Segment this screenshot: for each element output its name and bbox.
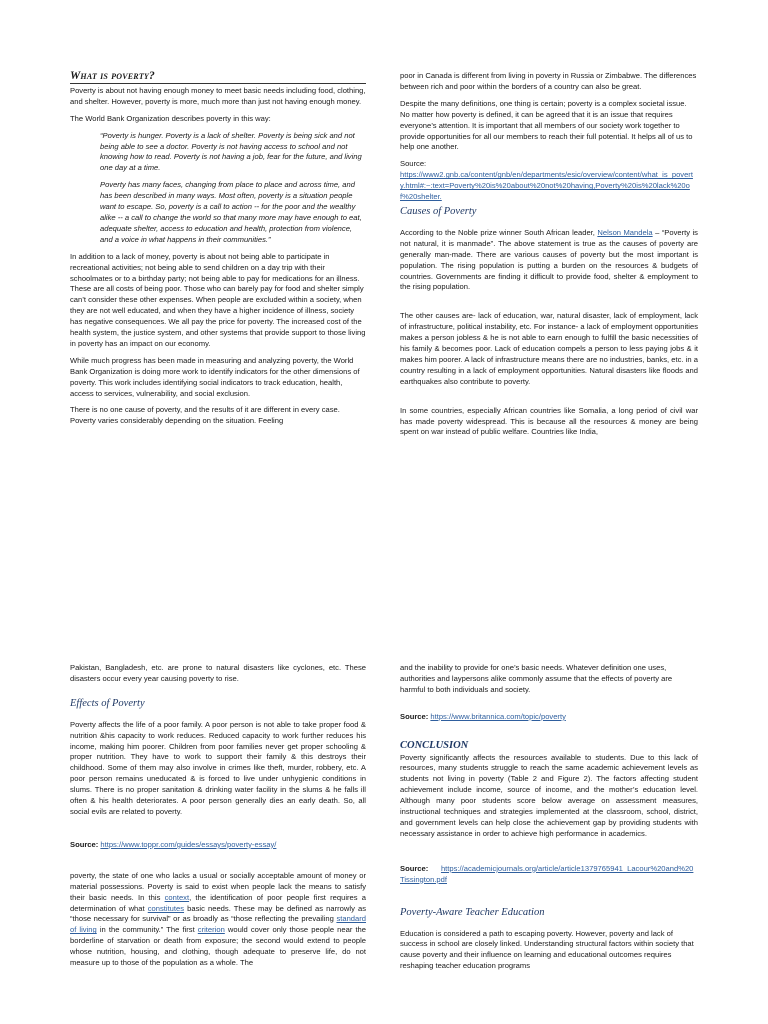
paragraph: Despite the many definitions, one thing is certain; poverty is a complex societal issue. No matter how poverty is defined, it can be agreed that it is an issue that requires everyone’s attention. It is important that all members of our society work together to provide opportunities for all our members to reach their full potential. It helps all of us to help one another. bbox=[400, 98, 693, 152]
source-label: Source: bbox=[400, 711, 431, 721]
paragraph: In some countries, especially African countries like Somalia, a long period of civil war has made poverty widespread. This is because all the resources & money are being spent on war instead of public welfare. Countries like India, bbox=[400, 405, 698, 437]
text: According to the Noble prize winner South African leader, bbox=[400, 227, 598, 237]
source-label: Source: bbox=[70, 839, 101, 849]
paragraph: In addition to a lack of money, poverty is about not being able to participate in recreational activities; not being able to send children on a day trip with their schoolmates or to a birthday party; not being able to pay for medications for an illness. These are all costs of being poor. Those who can barely pay for food and shelter simply can’t consider these other expenses. When people are excluded within a society, when they are not well educated, and when they have a higher incidence of illness, society has negative consequences. We all pay the price for poverty. The increased cost of the health system, the justice system, and other systems that provide support to those living in poverty has an impact on our economy. bbox=[70, 251, 366, 348]
source-link[interactable]: https://www.toppr.com/guides/essays/poverty-essay/ bbox=[100, 839, 277, 849]
standard-of-living-link[interactable]: standard of living bbox=[70, 914, 366, 935]
source-block bbox=[400, 159, 698, 203]
context-link[interactable]: context bbox=[164, 892, 190, 902]
source-label: Source: bbox=[400, 863, 429, 873]
paragraph: While much progress has been made in measuring and analyzing poverty, the World Bank Organization is doing more work to identify indicators for the other dimensions of poverty. This work includes identifying social indicators to track education, health, access to services, vulnerability, and social exclusion. bbox=[70, 355, 360, 398]
paragraph: Poverty is about not having enough money to meet basic needs including food, clothing, and shelter. However, poverty is more, much more than just not having enough money. bbox=[70, 85, 366, 106]
paragraph: The World Bank Organization describes poverty in this way: bbox=[70, 113, 271, 123]
what-is-poverty-heading: What is poverty? bbox=[70, 71, 366, 84]
quote-paragraph: Poverty has many faces, changing from place to place and across time, and has been described in many ways. Most often, poverty is a situation people want to escape. So, poverty is a call to action -- for the poor and the wealthy alike -- a call to change the world so that many more may have enough to eat, adequate shelter, access to education and health, protection from violence, and a voice in what happens in their communities.” bbox=[100, 180, 362, 244]
text: would cover only those people near the borderline of starvation or death from exposure; the second would extend to people whose nutrition, housing, and clothing, though adequate to preserve life, do not measure up to those of the population as a whole. The bbox=[70, 925, 367, 968]
top-left-column bbox=[70, 71, 366, 433]
paragraph: Poverty significantly affects the resources available to students. Due to this lack of resources, many students struggle to reach the same academic achievement levels as students not living in poverty (Table 2 and Figure 2). The factors affecting student achievement include income, source of income, and the mother’s education level. Although many poor students score below average on assessment measures, instructional techniques and strategies implemented at the classroom, school, district, and government levels can help close the achievement gap by providing students with necessary assistance in order to achieve high performance in academics. bbox=[400, 752, 698, 838]
causes-of-poverty-heading: Causes of Poverty bbox=[400, 205, 477, 217]
bottom-left-column bbox=[70, 663, 366, 975]
nelson-mandela-link[interactable]: Nelson Mandela bbox=[597, 227, 653, 237]
source-label: Source: bbox=[400, 159, 427, 169]
source-line bbox=[70, 840, 366, 851]
text: poverty, the state of one who lacks a usual or socially acceptable amount of money or material possessions. Poverty is said to exist when people lack the means to satisfy their basic needs. In this bbox=[70, 870, 366, 902]
paragraph: poor in Canada is different from living in poverty in Russia or Zimbabwe. The differences between rich and poor within the borders of a country can also be great. bbox=[400, 71, 697, 91]
criterion-link[interactable]: criterion bbox=[197, 925, 225, 935]
teacher-education-heading: Poverty-Aware Teacher Education bbox=[400, 906, 545, 918]
paragraph: The other causes are- lack of education, war, natural disaster, lack of employment, lack of infrastructure, political instability, etc. For instance- a lack of employment opportunities makes a person jobless & he is not able to earn enough to fulfill the basic necessities of his family & becomes poor. Lack of education compels a person to less paying jobs & it makes him poorer. A lack of infrastructure means there are no industries, banks, etc. in a country resulting in a lack of employment opportunities. Natural disasters like floods and earthquakes also contribute to poverty. bbox=[400, 311, 698, 386]
quote-paragraph: “Poverty is hunger. Poverty is a lack of shelter. Poverty is being sick and not being able to see a doctor. Poverty is not having access to school and not knowing how to read. Poverty is not having a job, fear for the future, and living one day at a time. bbox=[100, 130, 362, 173]
text: – “Poverty is not natural, it is manmade”. The above statement is true as the causes of poverty are generally man-made. There are various causes of poverty but the most important is population. The rising population is putting a burden on the resources & budgets of countries. Governments are finding it difficult to provide food, shelter & employment to the rising population. bbox=[400, 227, 698, 292]
text: , the identification of poor people first requires a determination of what bbox=[70, 892, 367, 913]
effects-of-poverty-heading: Effects of Poverty bbox=[70, 697, 145, 709]
bottom-right-column bbox=[400, 663, 698, 978]
top-right-column bbox=[400, 71, 698, 444]
source-link[interactable]: https://academicjournals.org/article/article1379765941_Lacour%20and%20Tissington.pdf bbox=[400, 863, 694, 884]
paragraph: Education is considered a path to escaping poverty. However, poverty and lack of success in school are closely linked. Understanding structural factors within society that cause poverty and their influence on learning and educational outcomes requires reshaping teacher education programs bbox=[400, 928, 694, 971]
conclusion-heading: CONCLUSION bbox=[400, 739, 469, 751]
paragraph bbox=[400, 228, 698, 293]
paragraph: Pakistan, Bangladesh, etc. are prone to natural disasters like cyclones, etc. These disasters occur every year causing poverty to rise. bbox=[70, 663, 366, 683]
paragraph: and the inability to provide for one’s basic needs. Whatever definition one uses, authorities and laypersons alike commonly assume that the effects of poverty are harmful to both individuals and society. bbox=[400, 663, 673, 694]
constitutes-link[interactable]: constitutes bbox=[147, 903, 185, 913]
paragraph bbox=[70, 871, 366, 969]
source-line bbox=[400, 864, 698, 886]
source-link[interactable]: https://www2.gnb.ca/content/gnb/en/departments/esic/overview/content/what_is_poverty.html#:~:text=Poverty%20is%20about%20not%20having,Poverty%20is%20lack%20of%20shelter. bbox=[400, 170, 693, 202]
source-link[interactable]: https://www.britannica.com/topic/poverty bbox=[430, 711, 566, 721]
paragraph: Poverty affects the life of a poor family. A poor person is not able to take proper food & nutrition &his capacity to work reduces. Reduced capacity to work further reduces his income, making him poorer. Children from poor families never get proper schooling & proper nutrition. They have to work to support their family & this destroys their childhood. Some of them may also involve in crimes like theft, murder, robbery, etc. A poor person remains uneducated & is forced to live under unhygienic conditions in slums. There is no proper sanitation & drinking water facility in the slums & he falls ill often & his health deteriorates. A poor person generally dies an early death. So, all social evils are related to poverty. bbox=[70, 719, 366, 816]
source-line bbox=[400, 712, 698, 723]
text: in the community.” The first bbox=[96, 925, 198, 935]
text: basic needs. These may be defined as narrowly as “those necessary for survival” or as broadly as “those reflecting the prevailing bbox=[70, 903, 366, 924]
paragraph: There is no one cause of poverty, and the results of it are different in every case. Poverty varies considerably depending on the situation. Feeling bbox=[70, 405, 340, 426]
world-bank-quote bbox=[70, 131, 366, 246]
